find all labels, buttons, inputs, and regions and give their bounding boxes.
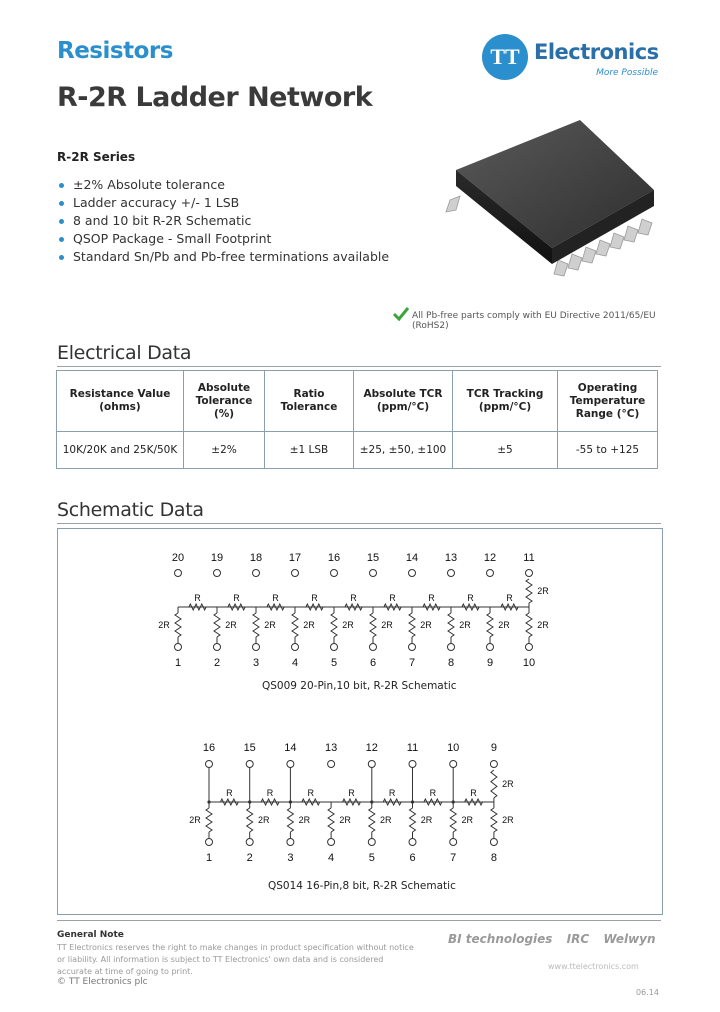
table-header: Absolute TCR (ppm/°C) — [354, 371, 453, 432]
pin-top — [368, 761, 375, 768]
pin-top — [328, 761, 335, 768]
resistor-2r — [287, 808, 293, 832]
resistor-r — [302, 799, 320, 805]
pin-bottom — [206, 839, 213, 846]
pin-bottom — [328, 839, 335, 846]
resistor-r-label: R — [388, 788, 396, 798]
pin-top — [490, 761, 497, 768]
pin-label-bottom: 7 — [450, 852, 457, 864]
pin-bottom — [409, 839, 416, 846]
table-cell: ±1 LSB — [265, 432, 354, 469]
pin-top — [287, 761, 294, 768]
resistor-r-label: R — [389, 593, 396, 603]
resistor-r-label: R — [233, 593, 240, 603]
pin-label-bottom: 2 — [246, 852, 253, 864]
resistor-r-label: R — [350, 593, 357, 603]
pin-label-top: 13 — [324, 742, 338, 754]
resistor-2r-label: 2R — [342, 620, 354, 630]
resistor-2r-label: 2R — [537, 620, 549, 630]
resistor-r-label: R — [226, 788, 233, 798]
category-title: Resistors — [57, 38, 173, 64]
brand-welwyn: Welwyn — [603, 932, 656, 946]
feature-item: ±2% Absolute tolerance — [57, 176, 389, 194]
logo-mark: TT — [482, 34, 528, 80]
series-title: R-2R Series — [57, 150, 136, 164]
pin-label-bottom: 1 — [174, 657, 182, 669]
rohs-compliance-note: All Pb-free parts comply with EU Directive 2011/65/EU (RoHS2) — [392, 305, 660, 325]
resistor-r — [342, 799, 360, 805]
brand-irc: IRC — [566, 932, 590, 946]
resistor-2r — [410, 808, 416, 832]
feature-item: Ladder accuracy +/- 1 LSB — [57, 194, 389, 212]
resistor-r-label: R — [266, 788, 274, 798]
pin-label-bottom: 8 — [447, 657, 455, 669]
website-link[interactable]: www.ttelectronics.com — [548, 962, 639, 971]
pin-label-top: 13 — [444, 552, 458, 564]
logo-tagline: More Possible — [596, 68, 658, 78]
resistor-r-label: R — [470, 788, 477, 798]
pin-label-bottom: 3 — [252, 657, 260, 669]
resistor-2r-label: 2R — [303, 620, 315, 630]
resistor-2r-label: 2R — [189, 815, 201, 825]
pin-bottom — [450, 839, 457, 846]
resistor-2r-label: 2R — [381, 620, 393, 630]
resistor-r-label: R — [506, 593, 513, 603]
general-note-title: General Note — [57, 930, 124, 940]
resistor-r — [220, 799, 238, 805]
pin-label-top: 9 — [490, 742, 497, 754]
pin-label-bottom: 4 — [291, 657, 299, 669]
resistor-r-label: R — [194, 593, 201, 603]
resistor-r — [465, 799, 483, 805]
electrical-heading: Electrical Data — [57, 342, 192, 364]
feature-item: Standard Sn/Pb and Pb-free terminations available — [57, 248, 389, 266]
pin-label-top: 10 — [447, 742, 460, 754]
feature-item: QSOP Package - Small Footprint — [57, 230, 389, 248]
resistor-r-label: R — [307, 788, 314, 798]
logo-name: Electronics — [534, 40, 659, 64]
pin-label-top: 14 — [405, 552, 419, 564]
resistor-r-label: R — [272, 593, 279, 603]
table-header: Absolute Tolerance (%) — [184, 371, 265, 432]
document-version: 06.14 — [636, 988, 659, 997]
pin-label-top: 12 — [483, 552, 497, 564]
resistor-2r-term — [491, 770, 497, 798]
resistor-2r-label: 2R — [257, 815, 270, 825]
resistor-2r-label: 2R — [459, 620, 471, 630]
resistor-2r-label: 2R — [380, 815, 392, 825]
brand-bi: BI technologies — [448, 932, 553, 946]
pin-label-bottom: 6 — [409, 852, 416, 864]
schematic-heading: Schematic Data — [57, 499, 204, 521]
resistor-r — [424, 799, 442, 805]
resistor-r — [261, 799, 279, 805]
resistor-2r-label: 2R — [225, 620, 237, 630]
resistor-2r-label: 2R — [498, 620, 510, 630]
pin-label-bottom: 4 — [328, 852, 335, 864]
resistor-2r-label: 2R — [420, 620, 432, 630]
resistor-r-label: R — [428, 593, 435, 603]
pin-bottom — [287, 839, 294, 846]
table-cell: ±5 — [453, 432, 558, 469]
resistor-r-label: R — [311, 593, 318, 603]
pin-top — [206, 761, 213, 768]
pin-label-bottom: 10 — [522, 657, 536, 669]
resistor-2r-label: 2R — [298, 815, 311, 825]
pin-label-bottom: 8 — [490, 852, 497, 864]
general-note-text: TT Electronics reserves the right to make changes in product specification without notice or liability. All information is subject to TT Electronics' own data and is considered accurate at time of going to print. — [57, 943, 414, 976]
copyright: © TT Electronics plc — [57, 977, 148, 987]
resistor-2r — [206, 808, 212, 832]
pin-label-top: 14 — [284, 742, 297, 754]
pin-label-top: 20 — [171, 552, 185, 564]
resistor-r-label: R — [348, 788, 355, 798]
pin-bottom — [490, 839, 497, 846]
pin-label-bottom: 1 — [205, 852, 213, 864]
table-cell: ±2% — [184, 432, 265, 469]
table-header: Operating Temperature Range (°C) — [558, 371, 658, 432]
pin-label-top: 15 — [243, 742, 256, 754]
table-header: Ratio Tolerance — [265, 371, 354, 432]
footer-rule — [57, 920, 661, 921]
pin-top — [409, 761, 416, 768]
resistor-2r-label: 2R — [420, 815, 433, 825]
pin-top — [450, 761, 457, 768]
resistor-r-label: R — [467, 593, 474, 603]
resistor-r — [383, 799, 401, 805]
resistor-2r-label: 2R — [502, 779, 514, 789]
resistor-2r-label: 2R — [158, 620, 170, 630]
resistor-2r — [247, 808, 253, 832]
table-header: TCR Tracking (ppm/°C) — [453, 371, 558, 432]
pin-label-top: 18 — [249, 552, 263, 564]
pin-label-bottom: 2 — [213, 657, 221, 669]
pin-bottom — [368, 839, 375, 846]
pin-label-bottom: 5 — [330, 657, 338, 669]
resistor-2r-label: 2R — [537, 586, 549, 596]
pin-label-bottom: 9 — [486, 657, 494, 669]
resistor-2r — [369, 808, 375, 832]
resistor-2r-label: 2R — [461, 815, 473, 825]
pin-label-top: 16 — [327, 552, 341, 564]
resistor-2r — [328, 808, 334, 832]
table-cell: ±25, ±50, ±100 — [354, 432, 453, 469]
pin-label-top: 19 — [210, 552, 224, 564]
resistor-2r — [491, 808, 497, 832]
pin-label-top: 11 — [406, 742, 419, 754]
table-cell: 10K/20K and 25K/50K — [57, 432, 184, 469]
pin-top — [246, 761, 253, 768]
pin-label-top: 17 — [288, 552, 302, 564]
pin-bottom — [246, 839, 253, 846]
schematic-caption-qs014: QS014 16-Pin,8 bit, R-2R Schematic — [268, 880, 456, 892]
resistor-2r-label: 2R — [339, 815, 351, 825]
feature-item: 8 and 10 bit R-2R Schematic — [57, 212, 389, 230]
resistor-2r — [450, 808, 456, 832]
pin-label-top: 12 — [365, 742, 378, 754]
resistor-2r-label: 2R — [502, 815, 514, 825]
brand-logos — [448, 932, 663, 952]
table-header: Resistance Value (ohms) — [57, 371, 184, 432]
pin-label-bottom: 7 — [408, 657, 416, 669]
resistor-2r-label: 2R — [264, 620, 276, 630]
pin-label-top: 16 — [202, 742, 216, 754]
table-cell: -55 to +125 — [558, 432, 658, 469]
pin-label-top: 15 — [366, 552, 380, 564]
schematic-caption-qs009: QS009 20-Pin,10 bit, R-2R Schematic — [262, 680, 457, 692]
pin-label-bottom: 6 — [369, 657, 377, 669]
resistor-r-label: R — [429, 788, 437, 798]
page-title: R-2R Ladder Network — [57, 82, 373, 113]
pin-label-top: 11 — [523, 552, 535, 564]
pin-label-bottom: 3 — [287, 852, 294, 864]
pin-label-bottom: 5 — [368, 852, 375, 864]
